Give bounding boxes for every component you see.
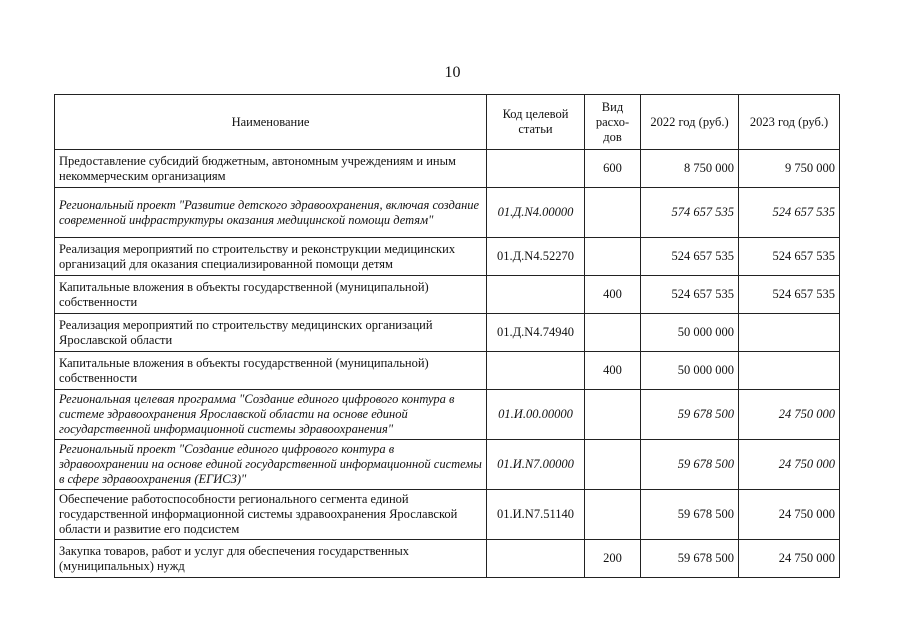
row-expense-type-cell [585, 188, 641, 238]
row-2023-cell [739, 314, 840, 352]
row-2022-cell: 574 657 535 [641, 188, 739, 238]
row-2023-cell: 24 750 000 [739, 390, 840, 440]
row-code-cell: 01.Д.N4.74940 [487, 314, 585, 352]
table-row [55, 440, 840, 490]
row-2022-cell: 524 657 535 [641, 276, 739, 314]
row-2023-cell: 24 750 000 [739, 440, 840, 490]
row-2022-cell: 59 678 500 [641, 440, 739, 490]
row-2023-cell: 24 750 000 [739, 540, 840, 578]
row-2023-cell: 524 657 535 [739, 238, 840, 276]
table-row [55, 276, 840, 314]
row-code-cell: 01.И.N7.51140 [487, 490, 585, 540]
table-row [55, 540, 840, 578]
table-row [55, 314, 840, 352]
row-2023-cell: 524 657 535 [739, 188, 840, 238]
header-2023: 2023 год (руб.) [739, 95, 840, 150]
row-2023-cell [739, 352, 840, 390]
row-name-cell: Капитальные вложения в объекты государственной (муниципальной) собственности [55, 352, 487, 390]
row-2022-cell: 59 678 500 [641, 390, 739, 440]
row-code-cell [487, 540, 585, 578]
row-code-cell [487, 276, 585, 314]
header-name: Наименование [55, 95, 487, 150]
header-2022: 2022 год (руб.) [641, 95, 739, 150]
page-number: 10 [444, 64, 461, 81]
row-name-cell: Капитальные вложения в объекты государственной (муниципальной) собственности [55, 276, 487, 314]
row-code-cell: 01.И.00.00000 [487, 390, 585, 440]
row-2022-cell: 50 000 000 [641, 352, 739, 390]
row-name-cell: Региональная целевая программа "Создание единого цифрового контура в системе здравоохранения Ярославской области на основе единой государственной информационной системы здравоохранения" [55, 390, 487, 440]
row-name-cell: Региональный проект "Развитие детского здравоохранения, включая создание современной инфраструктуры оказания медицинской помощи детям" [55, 188, 487, 238]
row-name-cell: Региональный проект "Создание единого цифрового контура в здравоохранении на основе единой государственной информационной системы в сфере здравоохранения (ЕГИСЗ)" [55, 440, 487, 490]
row-code-cell: 01.Д.N4.00000 [487, 188, 585, 238]
header-expense-type: Вид расхо-дов [585, 95, 641, 150]
row-expense-type-cell [585, 440, 641, 490]
table-row [55, 390, 840, 440]
row-code-cell: 01.Д.N4.52270 [487, 238, 585, 276]
row-2022-cell: 50 000 000 [641, 314, 739, 352]
row-expense-type-cell: 400 [585, 352, 641, 390]
table-body [55, 150, 840, 578]
table-row [55, 238, 840, 276]
row-2022-cell: 524 657 535 [641, 238, 739, 276]
row-code-cell [487, 150, 585, 188]
row-2023-cell: 524 657 535 [739, 276, 840, 314]
row-expense-type-cell [585, 490, 641, 540]
row-name-cell: Реализация мероприятий по строительству медицинских организаций Ярославской области [55, 314, 487, 352]
table-header-row [55, 95, 840, 150]
row-code-cell: 01.И.N7.00000 [487, 440, 585, 490]
row-name-cell: Обеспечение работоспособности регионального сегмента единой государственной информационной системы здравоохранения Ярославской области и развитие его подсистем [55, 490, 487, 540]
row-name-cell: Реализация мероприятий по строительству и реконструкции медицинских организаций для оказания специализированной помощи детям [55, 238, 487, 276]
row-2023-cell: 24 750 000 [739, 490, 840, 540]
header-code: Код целевой статьи [487, 95, 585, 150]
row-name-cell: Предоставление субсидий бюджетным, автономным учреждениям и иным некоммерческим организациям [55, 150, 487, 188]
row-expense-type-cell: 200 [585, 540, 641, 578]
row-expense-type-cell [585, 314, 641, 352]
row-2023-cell: 9 750 000 [739, 150, 840, 188]
budget-table [54, 94, 840, 578]
row-2022-cell: 8 750 000 [641, 150, 739, 188]
row-2022-cell: 59 678 500 [641, 540, 739, 578]
row-name-cell: Закупка товаров, работ и услуг для обеспечения государственных (муниципальных) нужд [55, 540, 487, 578]
row-expense-type-cell [585, 390, 641, 440]
row-expense-type-cell: 600 [585, 150, 641, 188]
row-expense-type-cell [585, 238, 641, 276]
table-row [55, 188, 840, 238]
table-row [55, 490, 840, 540]
table-row [55, 150, 840, 188]
row-expense-type-cell: 400 [585, 276, 641, 314]
table-row [55, 352, 840, 390]
row-2022-cell: 59 678 500 [641, 490, 739, 540]
row-code-cell [487, 352, 585, 390]
